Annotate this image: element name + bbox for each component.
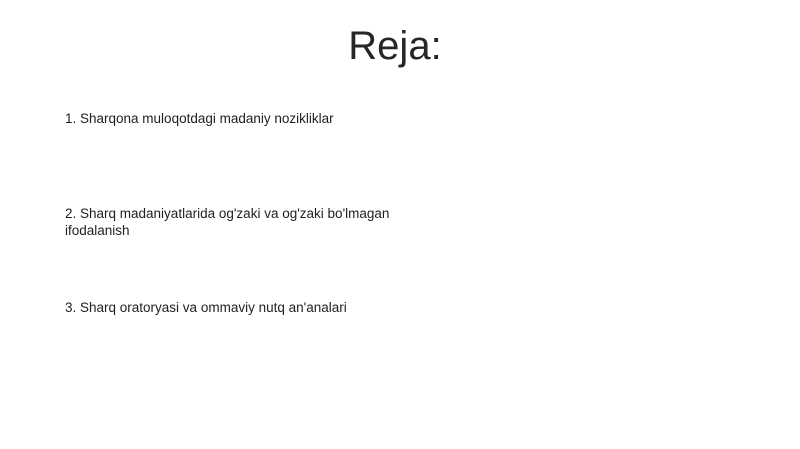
plan-item-1: 1. Sharqona muloqotdagi madaniy nozikliklar (65, 111, 334, 126)
plan-item-3: 3. Sharq oratoryasi va ommaviy nutq an'analari (65, 300, 347, 315)
slide-title: Reja: (348, 24, 442, 68)
plan-item-2: 2. Sharq madaniyatlarida og'zaki va og'zaki bo'lmagan ifodalanish (65, 206, 390, 238)
